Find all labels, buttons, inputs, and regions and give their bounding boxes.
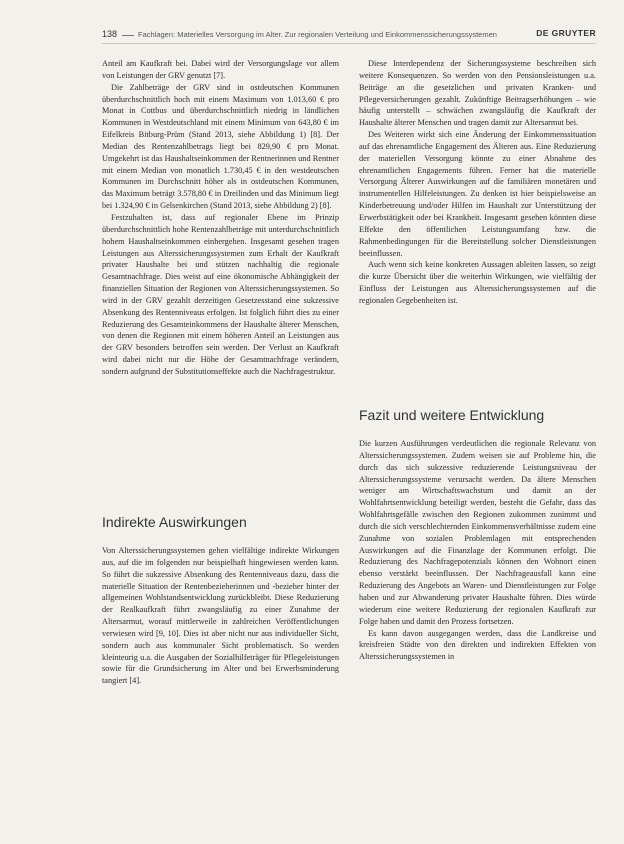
paragraph: Anteil am Kaufkraft bei. Dabei wird der Versorgungslage vor allem von Leistungen der GRV genutzt [7]. <box>102 59 339 80</box>
left-column-top <box>102 58 339 378</box>
paragraph: Von Alterssicherungssystemen gehen vielfältige indirekte Wirkungen aus, auf die im folgenden nur beispielhaft hingewiesen werden kann. So führt die sukzessive Absenkung des Rentenniveaus dazu, dass die materielle Situation der Rentenbezieherinnen und -bezieher hinter der allgemeinen Wohlstandsentwicklung zurückbleibt. Diese Reduzierung der Realkaufkraft führt zwangsläufig zu einer Zunahme der Altersarmut, worauf mittlerweile in zahlreichen Veröffentlichungen verwiesen wird [9, 10]. Dies ist aber nicht nur aus individueller Sicht, sondern auch aus kommunaler Sicht problematisch. So werden kleinteurig u.a. die Ausgaben der Sozialhilfeträger für Pflegeleistungen sowie für die Grundsicherung im Alter und bei Erwerbsminderung tangiert [4]. <box>102 546 339 686</box>
header-dash <box>122 35 134 36</box>
paragraph: Die kurzen Ausführungen verdeutlichen die regionale Relevanz von Alterssicherungssystemen. Zudem weisen sie auf Probleme hin, die durch das sich sukzessive reduzierende Leistungsniveau der Alterssicherungssysteme verursacht werden. Da ältere Menschen weniger am Wirtschaftswachstum und damit an der Wohlfahrtsentwicklung beteiligt werden, besteht die Gefahr, dass das Wohlfahrtsgefälle zwischen den Regionen zukommen zunimmt und durch die sich verschlechternden Einkommensverhältnisse zudem eine Zunahme von sozialen Problemlagen mit entsprechenden Auswirkungen auf die Finanzlage der Kommunen erfolgt. Die Reduzierung des Nachfragepotenzials können den Wohnort einen ebenso verstärkt beeinflussen. Der Nachfrageausfall kann eine Reduzierung des Angebots an Waren- und Dienstleistungen zur Folge haben und zur Abwanderung privater Haushalte führen. Dies würde wiederum eine weitere Reduzierung der regionalen Kaufkraft zur Folge haben und damit den Prozess fortsetzen. <box>359 439 596 626</box>
section-heading-fazit: Fazit und weitere Entwicklung <box>359 407 545 423</box>
paragraph: Es kann davon ausgegangen werden, dass die Landkreise und kreisfreien Städte von den direkten und indirekten Effekten von Alterssicherungssystemen in <box>359 628 596 662</box>
paragraph: Des Weiteren wirkt sich eine Änderung der Einkommenssituation auf das ehrenamtliche Engagement des Älteren aus. Eine Reduzierung der materiellen Versorgung könnte zu einer Abnahme des ehrenamtlichen Engagements führen. Ferner hat die materielle Versorgung Älterer Auswirkungen auf die familiären monetären und instrumentellen Hilfeleistungen. Zu denken ist hier beispielsweise an Kinderbetreuung und/oder Hilfen im Haushalt zur Unterstützung der Erwerbstätigkeit oder bei Krankheit. Insgesamt gesehen könnten diese Effekte den öffentlichen Leistungsumfang bzw. die Rahmenbedingungen für die Bereitstellung solcher Dienstleistungen beeinflussen. <box>359 130 596 258</box>
section-heading-indirekte: Indirekte Auswirkungen <box>102 514 247 530</box>
left-column-bottom <box>102 545 339 687</box>
header-rule <box>102 43 596 44</box>
paragraph: Festzuhalten ist, dass auf regionaler Ebene im Prinzip überdurchschnittlich hohe Rentenzahlbeträge mit unterdurchschnittlich hohem Haushaltseinkommen einhergehen. Insgesamt gesehen tragen Leistungen aus Alterssicherungssystemen zum Erhalt der Kaufkraft privater Haushalte bei und stützen nachhaltig die regionale Gesamtnachfrage. Dies weist auf eine ökonomische Abhängigkeit der finanziellen Situation der Regionen von Alterssicherungssystemen. So wird in der GRV gezahlt derzeitigen Gesetzesstand eine sukzessive Absenkung des Rentenniveaus erfolgen. Ist folglich führt dies zu einer Reduzierung des Gesamteinkommens der Haushalte älterer Menschen, von denen die Regionen mit einem höheren Anteil an Leistungen aus der GRV besonders betroffen sein werden. Der Verlust an Kaufkraft wird dabei nicht nur die Höhe der Gesamtnachfrage verändern, sondern aufgrund der Substitutionseffekte auch die Nachfragestruktur. <box>102 212 339 376</box>
page-number: 138 <box>102 29 118 39</box>
paragraph: Die Zahlbeträge der GRV sind in ostdeutschen Kommunen überdurchschnittlich hoch mit einem Maximum von 1.013,60 € pro Monat in Cottbus und überdurchschnittlich niedrig in ländlichen Kommunen in Westdeutschland mit einem Minimum von 643,80 € im Eifelkreis Bitburg-Prüm (Stand 2013, siehe Abbildung 1) [8]. Der Median des Rentenzahlbetrags liegt bei 829,90 € pro Monat. Umgekehrt ist das Haushaltseinkommen der Rentnerinnen und Rentner mit einem Median von monatlich 1.730,45 € in den westdeutschen Kommunen im Durchschnitt höher als in ostdeutschen Kommunen, das Maximum beträgt 3.578,80 € in Dreilinden und das Minimum liegt bei 1.324,90 € in Gelsenkirchen (Stand 2013, siehe Abbildung 2) [8]. <box>102 82 339 211</box>
running-title: Fachlagen: Materielles Versorgung im Alter. Zur regionalen Verteilung und Einkommenssicherungssystemen <box>138 30 497 39</box>
right-column-top <box>359 58 596 307</box>
page-header <box>102 28 596 42</box>
publisher-logo: DE GRUYTER <box>536 28 596 38</box>
right-column-bottom <box>359 438 596 663</box>
paragraph: Auch wenn sich keine konkreten Aussagen ableiten lassen, so zeigt die kurze Übersicht über die weiterhin Wirkungen, wie vielfältig der Einfluss der Leistungen aus Alterssicherungssystemen auf die regionalen Gegebenheiten ist. <box>359 260 596 305</box>
paragraph: Diese Interdependenz der Sicherungssysteme beschreiben sich weitere Konsequenzen. So werden von den Pensionsleistungen u.a. Beiträge an die gesetzlichen und privaten Kranken- und Pflegeversicherungen gezahlt. Zukünftige Beitragserhöhungen – wie häufig unterstellt – schwächen zwangsläufig die Kaufkraft der Haushalte älterer Menschen und tragen damit zur Altersarmut bei. <box>359 59 596 128</box>
